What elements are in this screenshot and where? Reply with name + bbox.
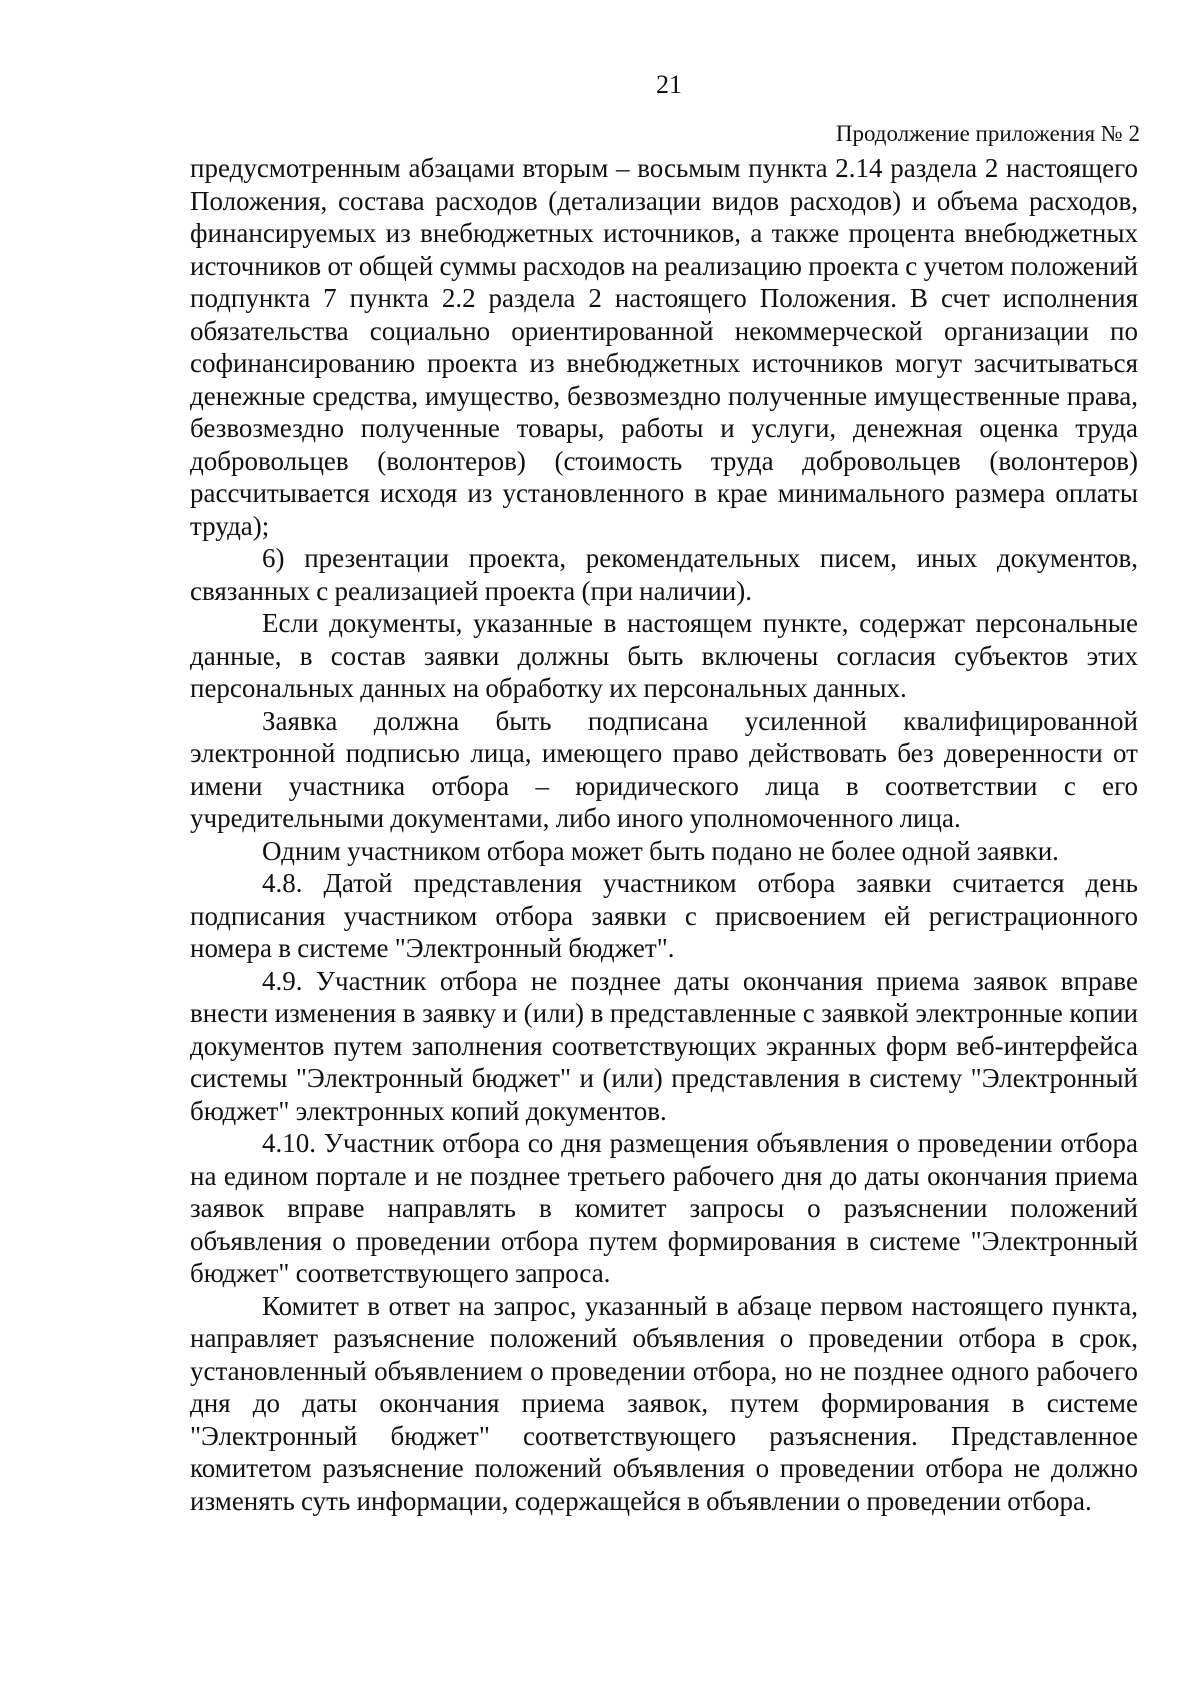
- paragraph-expense-details: предусмотренным абзацами вторым – восьмым пункта 2.14 раздела 2 настоящего Положения, состава расходов (детализации видов расходов) и объема расходов, финансируемых из внебюджетных источников, а также процента внебюджетных источников от общей суммы расходов на реализацию проекта с учетом положений подпункта 7 пункта 2.2 раздела 2 настоящего Положения. В счет исполнения обязательства социально ориентированной некоммерческой организации по софинансированию проекта из внебюджетных источников могут засчитываться денежные средства, имущество, безвозмездно полученные имущественные права, безвозмездно полученные товары, работы и услуги, денежная оценка труда добровольцев (волонтеров) (стоимость труда добровольцев (волонтеров) рассчитывается исходя из установленного в крае минимального размера оплаты труда);: [190, 153, 1138, 541]
- paragraph-personal-data: Если документы, указанные в настоящем пункте, содержат персональные данные, в состав заявки должны быть включены согласия субъектов этих персональных данных на обработку их персональных данных.: [190, 608, 1138, 703]
- paragraph-committee-response: Комитет в ответ на запрос, указанный в абзаце первом настоящего пункта, направляет разъяснение положений объявления о проведении отбора в срок, установленный объявлением о проведении отбора, но не позднее одного рабочего дня до даты окончания приема заявок, путем формирования в системе "Электронный бюджет" соответствующего разъяснения. Представленное комитетом разъяснение положений объявления о проведении отбора не должно изменять суть информации, содержащейся в объявлении о проведении отбора.: [190, 1290, 1138, 1516]
- appendix-continuation-note: Продолжение приложения № 2: [835, 121, 1140, 146]
- paragraph-signature: Заявка должна быть подписана усиленной квалифицированной электронной подписью лица, имеющего право действовать без доверенности от имени участника отбора – юридического лица в соответствии с его учредительными документами, либо иного уполномоченного лица.: [190, 705, 1138, 833]
- paragraph-one-application: Одним участником отбора может быть подано не более одной заявки.: [262, 835, 1059, 866]
- page-number: 21: [656, 70, 682, 99]
- paragraph-4-8: 4.8. Датой представления участником отбора заявки считается день подписания участником отбора заявки с присвоением ей регистрационного номера в системе "Электронный бюджет".: [190, 868, 1138, 963]
- paragraph-item-6: 6) презентации проекта, рекомендательных писем, иных документов, связанных с реализацией проекта (при наличии).: [190, 543, 1138, 606]
- paragraph-4-9: 4.9. Участник отбора не позднее даты окончания приема заявок вправе внести изменения в заявку и (или) в представленные с заявкой электронные копии документов путем заполнения соответствующих экранных форм веб-интерфейса системы "Электронный бюджет" и (или) представления в систему "Электронный бюджет" электронных копий документов.: [190, 965, 1138, 1126]
- paragraph-4-10: 4.10. Участник отбора со дня размещения объявления о проведении отбора на едином портале и не позднее третьего рабочего дня до даты окончания приема заявок вправе направлять в комитет запросы о разъяснении положений объявления о проведении отбора путем формирования в системе "Электронный бюджет" соответствующего запроса.: [190, 1128, 1138, 1288]
- document-body: [190, 152, 1138, 1517]
